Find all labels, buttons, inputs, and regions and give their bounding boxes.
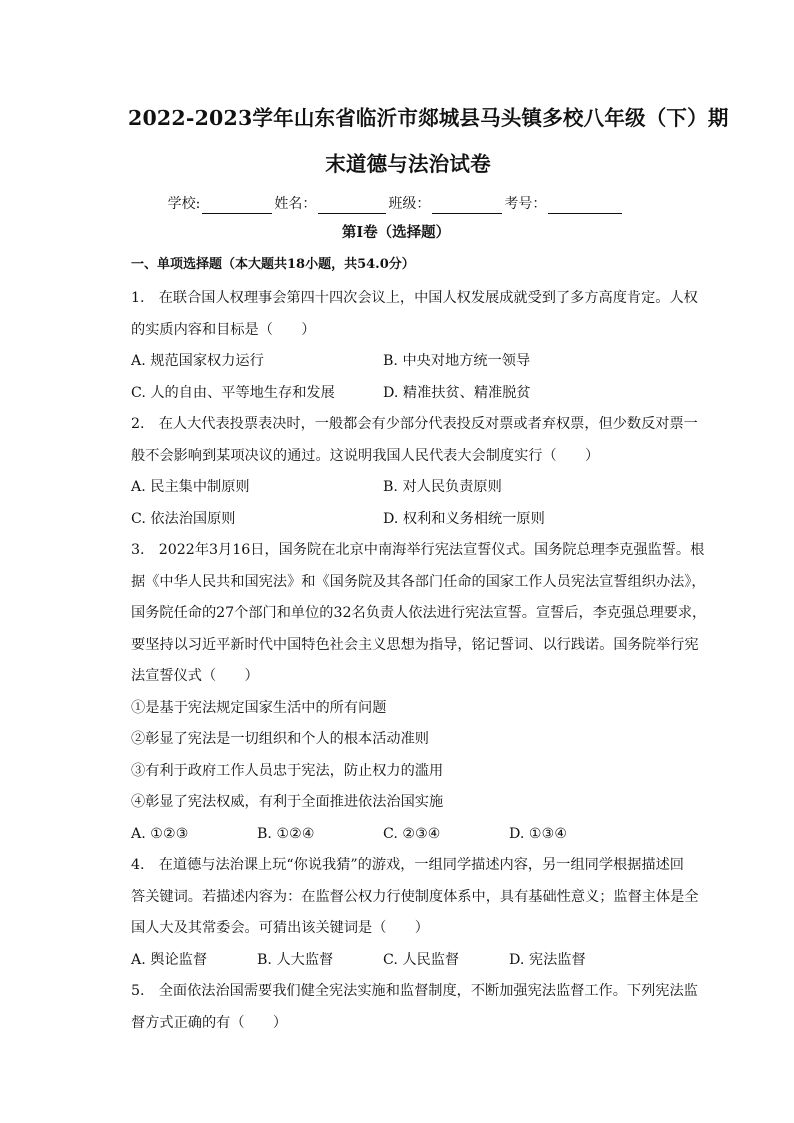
option-d[interactable]: D. 宪法监督 [509, 951, 586, 968]
option-d[interactable]: D. 精准扶贫、精准脱贫 [383, 384, 531, 401]
question-3-line-5: 法宣誓仪式（ ） [131, 668, 259, 684]
question-5-line-2: 督方式正确的有（ ） [131, 1014, 288, 1031]
statement-2: ②彰显了宪法是一切组织和个人的根本活动准则 [131, 731, 429, 747]
class-field[interactable] [388, 194, 504, 214]
exam-title-line-1: 2022-2023学年山东省临沂市郯城县马头镇多校八年级（下）期 [128, 106, 729, 130]
question-1-options-row-1 [131, 346, 794, 378]
statement-1: ①是基于宪法规定国家生活中的所有问题 [131, 699, 387, 716]
question-2-line-1: 2. 在人大代表投票表决时，一般都会有少部分代表投反对票或者弃权票，但少数反对票一 [131, 416, 698, 432]
option-d[interactable]: D. ①③④ [509, 825, 568, 842]
exam-no-label: 考号： [504, 196, 547, 212]
question-3-line-1: 3. 2022年3月16日，国务院在北京中南海举行宪法宣誓仪式。国务院总理李克强监誓。根 [131, 542, 705, 558]
question-4-line-1: 4. 在道德与法治课上玩“你说我猜”的游戏，一组同学描述内容，另一组同学根据描述回 [131, 857, 684, 873]
option-b[interactable]: B. ①②④ [257, 825, 315, 842]
name-label: 姓名： [274, 196, 317, 212]
option-c[interactable]: C. 人民监督 [383, 951, 460, 968]
question-5-line-1: 5. 全面依法治国需要我们健全宪法实施和监督制度，不断加强宪法监督工作。下列宪法监 [131, 983, 698, 999]
question-4-options-row [131, 945, 794, 977]
statement-4: ④彰显了宪法权威，有利于全面推进依法治国实施 [131, 794, 444, 810]
option-d[interactable]: D. 权利和义务相统一原则 [383, 510, 545, 527]
exam-title-line-2: 末道德与法治试卷 [325, 152, 491, 176]
part-heading: 一、单项选择题（本大题共18小题，共54.0分） [131, 257, 415, 272]
school-blank[interactable] [202, 199, 272, 214]
option-a[interactable]: A. 舆论监督 [131, 951, 208, 968]
class-label: 班级： [388, 196, 431, 212]
exam-no-field[interactable] [504, 194, 624, 214]
question-1-line-2: 的实质内容和目标是（ ） [131, 321, 316, 338]
name-blank[interactable] [318, 199, 386, 214]
option-a[interactable]: A. 规范国家权力运行 [131, 353, 264, 369]
statement-3: ③有利于政府工作人员忠于宪法，防止权力的滥用 [131, 762, 444, 779]
option-b[interactable]: B. 人大监督 [257, 951, 334, 968]
class-blank[interactable] [432, 199, 502, 214]
student-info-row [131, 194, 661, 214]
question-4-line-3: 国人大及其常委会。可猜出该关键词是（ ） [131, 920, 429, 936]
option-c[interactable]: C. 人的自由、平等地生存和发展 [131, 384, 335, 401]
question-3-line-4: 要坚持以习近平新时代中国特色社会主义思想为指导，铭记誓词、以行践诺。国务院举行宪 [131, 636, 699, 653]
school-label: 学校: [167, 196, 201, 212]
option-b[interactable]: B. 中央对地方统一领导 [383, 353, 531, 369]
option-c[interactable]: C. 依法治国原则 [131, 510, 236, 527]
question-3-line-3: 国务院任命的27个部门和单位的32名负责人依法进行宪法宣誓。宣誓后，李克强总理要求， [131, 605, 707, 621]
question-2-options-row-1 [131, 472, 794, 504]
option-a[interactable]: A. ①②③ [131, 825, 189, 842]
question-1-line-1: 1. 在联合国人权理事会第四十四次会议上，中国人权发展成就受到了多方高度肯定。人权 [131, 290, 698, 306]
question-3-options-row [131, 819, 794, 851]
option-b[interactable]: B. 对人民负责原则 [383, 479, 502, 495]
name-field[interactable] [274, 194, 388, 214]
option-c[interactable]: C. ②③④ [383, 825, 441, 842]
school-field[interactable] [168, 194, 275, 214]
exam-no-blank[interactable] [548, 199, 622, 214]
question-2-line-2: 般不会影响到某项决议的通过。这说明我国人民代表大会制度实行（ ） [131, 447, 600, 464]
question-2-options-row-2 [131, 504, 794, 536]
question-1-options-row-2 [131, 378, 794, 410]
option-a[interactable]: A. 民主集中制原则 [131, 479, 250, 495]
question-3-line-2: 据《中华人民共和国宪法》和《国务院及其各部门任命的国家工作人员宪法宣誓组织办法》， [131, 573, 706, 590]
question-4-line-2: 答关键词。若描述内容为：在监督公权力行使制度体系中，具有基础性意义；监督主体是全 [131, 888, 699, 905]
section-heading: 第Ⅰ卷（选择题） [341, 224, 451, 241]
